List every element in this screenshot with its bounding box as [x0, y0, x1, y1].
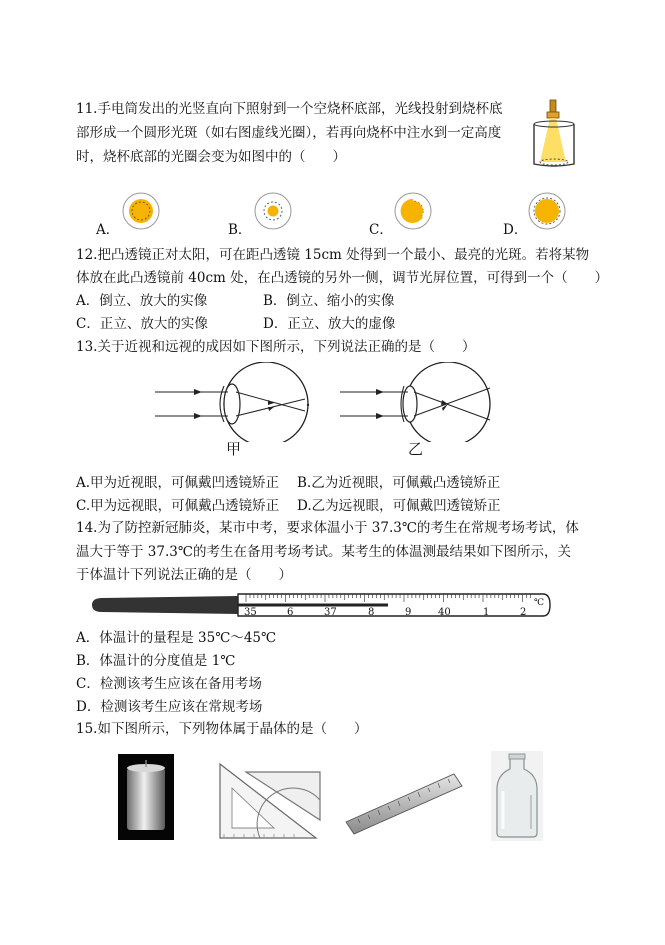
figure-label-yi: 乙 [408, 440, 424, 458]
scale-label-38: 8 [368, 607, 375, 618]
q14-line-3: 于体温计下列说法正确的是（ ） [76, 567, 292, 583]
q13-option-b: B.乙为近视眼，可佩戴凸透镜矫正 [297, 475, 501, 491]
q12-line-2: 体放在此凸透镜前 40cm 处，在凸透镜的另外一侧，调节光屏位置，可得到一个（ ） [76, 270, 609, 286]
q13-option-a: A.甲为近视眼，可佩戴凹透镜矫正 [76, 475, 280, 491]
q14-line-1: 14.为了防控新冠肺炎，某市中考，要求体温小于 37.3℃的考生在常规考场考试，体 [76, 520, 579, 536]
hyperopia-eye-diagram [338, 362, 508, 442]
q11-option-b-figure [253, 191, 293, 231]
triangle-ruler-set-image [216, 760, 326, 842]
q11-option-c-figure [393, 191, 433, 231]
beaker-flashlight-figure [528, 98, 580, 170]
q12-option-a: A．倒立、放大的实像 [76, 293, 208, 309]
q12-option-b: B．倒立、缩小的实像 [263, 293, 395, 309]
scale-label-40: 40 [438, 607, 451, 618]
myopia-eye-diagram [150, 362, 320, 442]
scale-label-37: 37 [324, 607, 337, 618]
scale-label-35: 35 [244, 607, 257, 618]
q11-option-d-figure [527, 191, 567, 231]
q12-option-c: C．正立、放大的实像 [76, 316, 208, 332]
q13-option-d: D.乙为远视眼，可佩戴凹透镜矫正 [297, 498, 501, 514]
q14-option-b: B．体温计的分度值是 1℃ [76, 653, 236, 669]
q11-line-1: 11.手电筒发出的光竖直向下照射到一个空烧杯底部，光线投射到烧杯底 [76, 101, 503, 117]
q13-stem: 13.关于近视和远视的成因如下图所示，下列说法正确的是（ ） [76, 339, 476, 355]
q12-option-d: D．正立、放大的虚像 [263, 316, 396, 332]
steel-ruler-image [344, 770, 464, 836]
q15-stem: 15.如下图所示，下列物体属于晶体的是（ ） [76, 721, 368, 737]
clinical-thermometer [88, 588, 554, 622]
q11-option-c-label: C． [369, 222, 393, 238]
q11-line-2: 部形成一个圆形光斑（如右图虚线光圈），若再向烧杯中注水到一定高度 [76, 125, 502, 141]
q14-option-a: A．体温计的量程是 35℃～45℃ [76, 630, 277, 646]
q11-option-a-label: A． [96, 222, 120, 238]
scale-unit-celsius: ℃ [534, 598, 545, 608]
scale-label-42: 2 [520, 607, 527, 618]
q14-line-2: 温大于等于 37.3℃的考生在备用考场考试。某考生的体温测最结果如下图所示，关 [76, 544, 571, 560]
q13-option-c: C.甲为远视眼，可佩戴凸透镜矫正 [76, 498, 280, 514]
glass-bottle-image [491, 751, 543, 841]
figure-label-jia: 甲 [226, 440, 242, 458]
scale-label-41: 1 [483, 607, 490, 618]
q11-option-d-label: D． [503, 222, 528, 238]
q11-line-3: 时，烧杯底部的光圈会变为如图中的（ ） [76, 149, 346, 165]
scale-label-36: 6 [287, 607, 294, 618]
q11-option-a-figure [121, 191, 161, 231]
q14-option-c: C．检测该考生应该在备用考场 [76, 676, 262, 692]
q11-option-b-label: B． [228, 222, 252, 238]
q14-option-d: D．检测该考生应该在常规考场 [76, 699, 263, 715]
scale-label-39: 9 [405, 607, 412, 618]
candle-image [118, 754, 174, 840]
q12-line-1: 12.把凸透镜正对太阳，可在距凸透镜 15cm 处得到一个最小、最亮的光斑。若将某物 [76, 247, 590, 263]
